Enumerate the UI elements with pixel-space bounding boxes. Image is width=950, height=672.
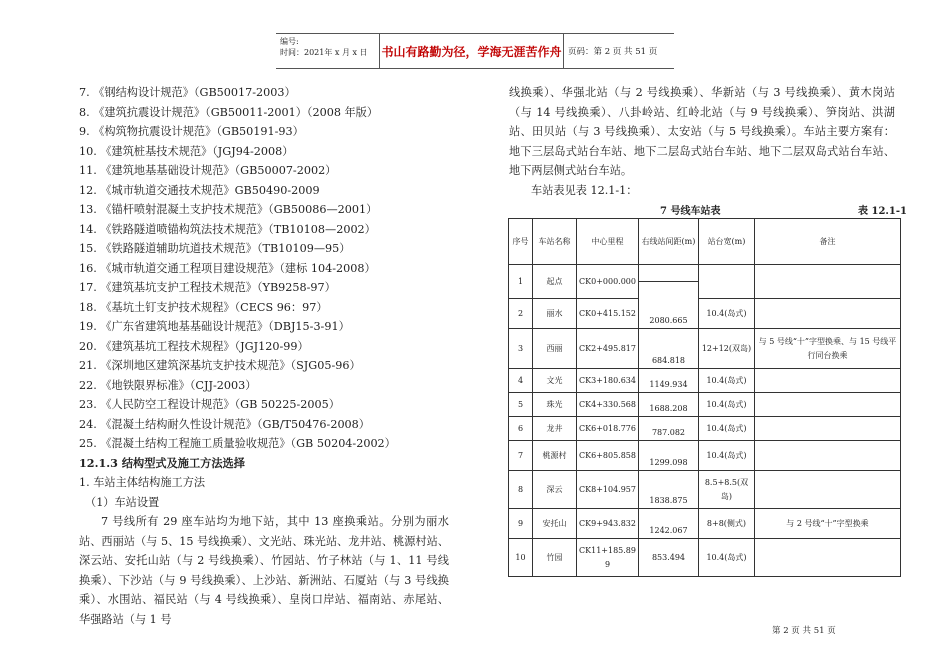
reference-item: 9. 《构筑物抗震设计规范》（GB50191-93） [79, 125, 304, 138]
time-label: 时间：2021年 x 月 x 日 [280, 48, 368, 57]
station-no: 8 [509, 471, 533, 509]
station-name: 丽水 [533, 299, 577, 329]
reference-item: 14. 《铁路隧道喷锚构筑法技术规范》（TB10108—2002） [79, 222, 376, 236]
reference-item: 24. 《混凝土结构耐久性设计规范》（GB/T50476-2008） [79, 417, 370, 431]
reference-item: 8. 《建筑抗震设计规范》（GB50011-2001）（2008 年版） [79, 105, 379, 119]
station-no: 1 [509, 265, 533, 299]
page-footer: 第 2 页 共 51 页 [772, 626, 836, 636]
reference-item: 13. 《锚杆喷射混凝土支护技术规范》（GB50086—2001） [79, 203, 378, 216]
station-mileage: CK9+943.832 [577, 509, 639, 539]
station-note [754, 417, 900, 441]
station-width: 10.4(岛式) [698, 299, 754, 329]
reference-item: 15. 《铁路隧道辅助坑道技术规范》（TB10109—95） [79, 242, 351, 255]
table-caption: 车站表见表 12.1-1： [531, 184, 638, 197]
station-width: 8+8(侧式) [698, 509, 754, 539]
reference-item: 10. 《建筑桩基技术规范》（JGJ94-2008） [79, 144, 294, 158]
station-mileage: CK3+180.634 [577, 369, 639, 393]
header-page-label: 页码：第 2 页 共 51 页 [568, 47, 658, 57]
station-mileage: CK0+415.152 [577, 299, 639, 329]
subsection-title: （1）车站设置 [85, 495, 160, 509]
subsection-title: 1. 车站主体结构施工方法 [79, 476, 206, 489]
station-mileage: CK6+018.776 [577, 417, 639, 441]
table-number: 表 12.1-1 [858, 206, 907, 217]
station-mileage: CK4+330.568 [577, 393, 639, 417]
page-header [276, 33, 674, 69]
station-mileage: CK2+495.817 [577, 329, 639, 369]
body-paragraph-continued: 线换乘）、华强北站（与 2 号线换乘）、华新站（与 3 号线换乘）、黄木岗站（与 14 号线换乘）、八卦岭站、红岭北站（与 9 号线换乘）、笋岗站、洪湖站、田贝站（与 3 号线换乘）、太安站（与 5 号线换乘）。车站主要方案有：地下三层岛式站台车站、地下二层岛式站台车站、地下二层双岛式站台车站、地下两层侧式站台车站。 [509, 86, 895, 177]
station-name: 文光 [533, 369, 577, 393]
station-no: 6 [509, 417, 533, 441]
station-mileage: CK6+805.858 [577, 441, 639, 471]
header-mileage: 中心里程 [577, 219, 639, 265]
station-width: 8.5+8.5(双岛) [698, 471, 754, 509]
station-no: 7 [509, 441, 533, 471]
station-distance: 1242.067 [638, 509, 698, 539]
distance-spacer [638, 265, 698, 282]
station-distance: 1149.934 [638, 369, 698, 393]
header-name: 车站名称 [533, 219, 577, 265]
header-note: 备注 [754, 219, 900, 265]
station-no: 4 [509, 369, 533, 393]
doc-number-label: 编号: [280, 37, 299, 46]
reference-item: 17. 《建筑基坑支护工程技术规范》（YB9258-97） [79, 281, 336, 294]
station-note: 与 2 号线“十”字型换乘 [754, 509, 900, 539]
station-note [754, 265, 900, 299]
header-width: 站台宽(m) [698, 219, 754, 265]
reference-item: 18. 《基坑土钉支护技术规程》（CECS 96：97） [79, 300, 328, 314]
station-width: 10.4(岛式) [698, 393, 754, 417]
station-name: 竹园 [533, 539, 577, 577]
header-no: 序号 [509, 219, 533, 265]
station-name: 龙井 [533, 417, 577, 441]
station-width: 12+12(双岛) [698, 329, 754, 369]
station-note: 与 5 号线“十”字型换乘、与 15 号线平行同台换乘 [754, 329, 900, 369]
station-note [754, 299, 900, 329]
station-no: 2 [509, 299, 533, 329]
left-column [79, 83, 449, 629]
station-name: 深云 [533, 471, 577, 509]
reference-item: 25. 《混凝土结构工程施工质量验收规范》（GB 50204-2002） [79, 437, 396, 450]
station-mileage: CK0+000.000 [577, 265, 639, 299]
station-note [754, 441, 900, 471]
station-name: 西丽 [533, 329, 577, 369]
station-mileage: CK11+185.899 [577, 539, 639, 577]
station-mileage: CK8+104.957 [577, 471, 639, 509]
station-width: 10.4(岛式) [698, 441, 754, 471]
station-no: 9 [509, 509, 533, 539]
header-motto: 书山有路勤为径，学海无涯苦作舟 [379, 34, 564, 68]
reference-item: 23. 《人民防空工程设计规范》（GB 50225-2005） [79, 398, 340, 411]
station-distance: 787.082 [638, 417, 698, 441]
station-note [754, 471, 900, 509]
station-width: 10.4(岛式) [698, 539, 754, 577]
station-distance: 684.818 [638, 329, 698, 369]
station-name: 珠光 [533, 393, 577, 417]
station-name: 起点 [533, 265, 577, 299]
station-distance: 853.494 [638, 539, 698, 577]
station-width: 10.4(岛式) [698, 417, 754, 441]
station-width [698, 265, 754, 299]
right-column [509, 83, 895, 181]
station-no: 5 [509, 393, 533, 417]
station-table [508, 218, 901, 577]
station-note [754, 393, 900, 417]
reference-item: 11. 《建筑地基基础设计规范》（GB50007-2002） [79, 164, 337, 177]
station-distance: 1299.098 [638, 441, 698, 471]
station-note [754, 369, 900, 393]
station-note [754, 539, 900, 577]
table-title: 7 号线车站表 [660, 206, 721, 217]
station-distance: 1688.208 [638, 393, 698, 417]
station-width: 10.4(岛式) [698, 369, 754, 393]
reference-item: 7. 《钢结构设计规范》（GB50017-2003） [79, 86, 296, 99]
station-name: 安托山 [533, 509, 577, 539]
reference-item: 20. 《建筑基坑工程技术规程》（JGJ120-99） [79, 339, 309, 353]
station-no: 3 [509, 329, 533, 369]
header-left [276, 34, 376, 68]
station-distance: 1838.875 [638, 471, 698, 509]
station-name: 桃源村 [533, 441, 577, 471]
header-distance: 右线站间距(m) [638, 219, 698, 265]
body-paragraph: 7 号线所有 29 座车站均为地下站，其中 13 座换乘站。分别为丽水站、西丽站（与 5、15 号线换乘）、文光站、珠光站、龙井站、桃源村站、深云站、安托山站（与 2 号线换乘）、竹园站、竹子林站（与 1、11 号线换乘）、下沙站（与 9 号线换乘）、上沙站、新洲站、石厦站（与 3 号线换乘）、水围站、福民站（与 4 号线换乘）、皇岗口岸站、福南站、赤尾站、华强路站（与 1 号 [79, 515, 449, 626]
station-distance: 2080.665 [638, 282, 698, 329]
reference-item: 21. 《深圳地区建筑深基坑支护技术规范》（SJG05-96） [79, 359, 361, 372]
reference-item: 12. 《城市轨道交通技术规范》GB50490-2009 [79, 183, 320, 197]
reference-item: 22. 《地铁限界标准》（CJJ-2003） [79, 378, 257, 392]
reference-item: 16. 《城市轨道交通工程项目建设规范》（建标 104-2008） [79, 261, 376, 275]
station-no: 10 [509, 539, 533, 577]
section-title: 12.1.3 结构型式及施工方法选择 [79, 455, 245, 470]
reference-item: 19. 《广东省建筑地基基础设计规范》（DBJ15-3-91） [79, 320, 350, 333]
